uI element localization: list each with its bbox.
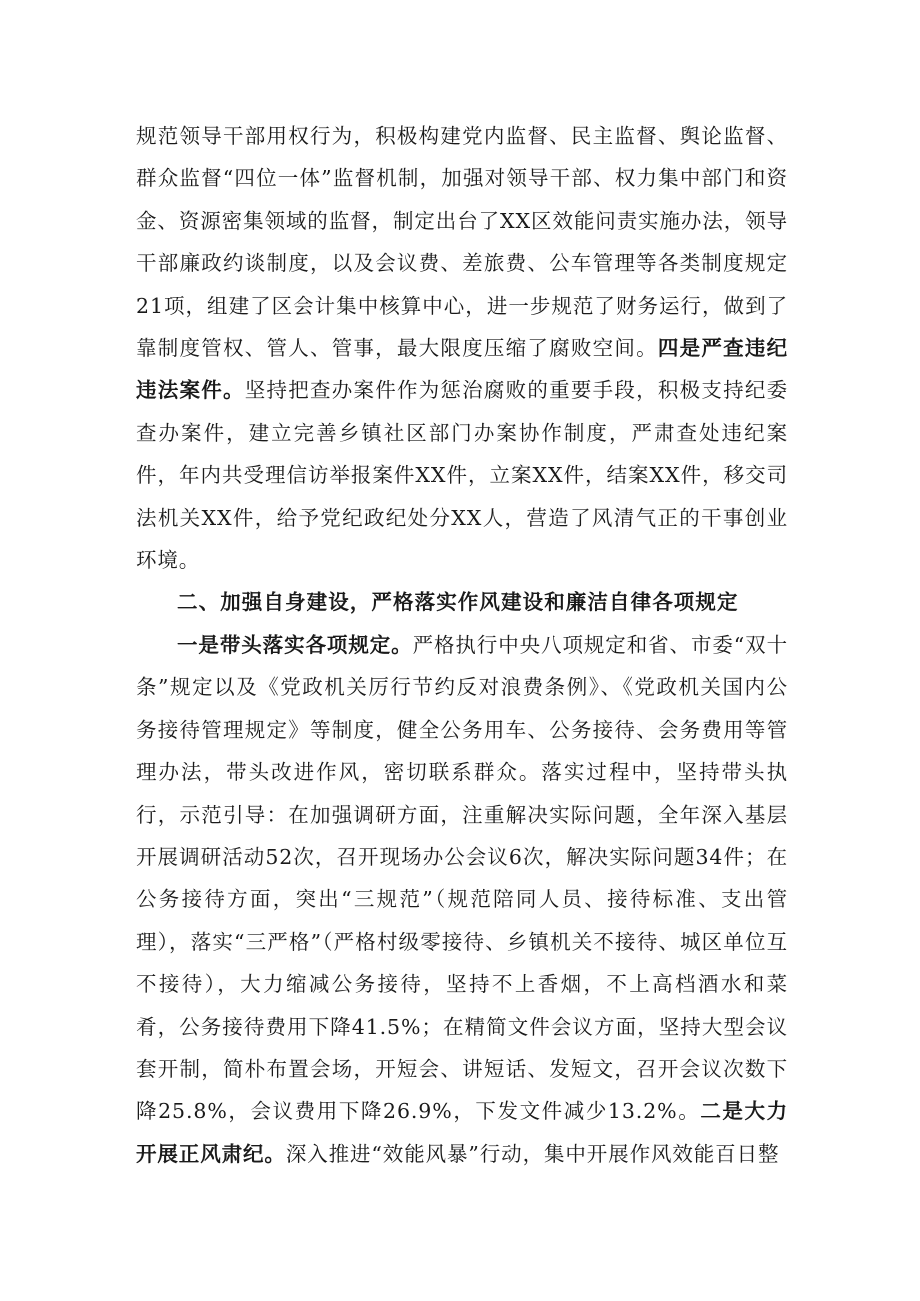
paragraph-text: 严格执行中央八项规定和省、市委“双十条”规定以及《党政机关厉行节约反对浪费条例》、《党政机关国内公务接待管理规定》等制度，健全公务用车、公务接待、会务费用等管理办法，带头改进作风，密切联系群众。落实过程中，坚持带头执行，示范引导：在加强调研方面，注重解决实际问题，全年深入基层开展调研活动52次，召开现场办公会议6次，解决实际问题34件；在公务接待方面，突出“三规范”（规范陪同人员、接待标准、支出管理），落实“三严格”（严格村级零接待、乡镇机关不接待、城区单位互不接待），大力缩减公务接待，坚持不上香烟，不上高档酒水和菜肴，公务接待费用下降41.5%；在精简文件会议方面，坚持大型会议套开制，简朴布置会场，开短会、讲短话、发短文，召开会议次数下降25.8%，会议费用下降26.9%，下发文件减少13.2%。 (136, 632, 788, 1124)
bold-lead-point-four: 四是严查违纪违法案件。 (136, 336, 788, 403)
paragraph-text: 规范领导干部用权行为，积极构建党内监督、民主监督、舆论监督、群众监督“四位一体”监督机制，加强对领导干部、权力集中部门和资金、资源密集领域的监督，制定出台了XX区效能问责实施办法，领导干部廉政约谈制度，以及会议费、差旅费、公车管理等各类制度规定21项，组建了区会计集中核算中心，进一步规范了财务运行，做到了靠制度管权、管人、管事，最大限度压缩了腐败空间。 (136, 124, 788, 361)
paragraph-supervision-and-cases (136, 115, 788, 581)
paragraph-text: 坚持把查办案件作为惩治腐败的重要手段，积极支持纪委查办案件，建立完善乡镇社区部门办案协作制度，严肃查处违纪案件，年内共受理信访举报案件XX件，立案XX件，结案XX件，移交司法机关XX件，给予党纪政纪处分XX人，营造了风清气正的干事创业环境。 (136, 378, 789, 573)
bold-lead-point-two: 二是大力开展正风肃纪。 (136, 1099, 788, 1166)
document-body (136, 115, 788, 1175)
section-heading: 二、加强自身建设，严格落实作风建设和廉洁自律各项规定 (177, 590, 739, 615)
paragraph-text: 深入推进“效能风暴”行动，集中开展作风效能百日整 (285, 1141, 780, 1166)
paragraph-self-discipline (136, 624, 788, 1175)
bold-lead-point-one: 一是带头落实各项规定。 (177, 632, 413, 657)
